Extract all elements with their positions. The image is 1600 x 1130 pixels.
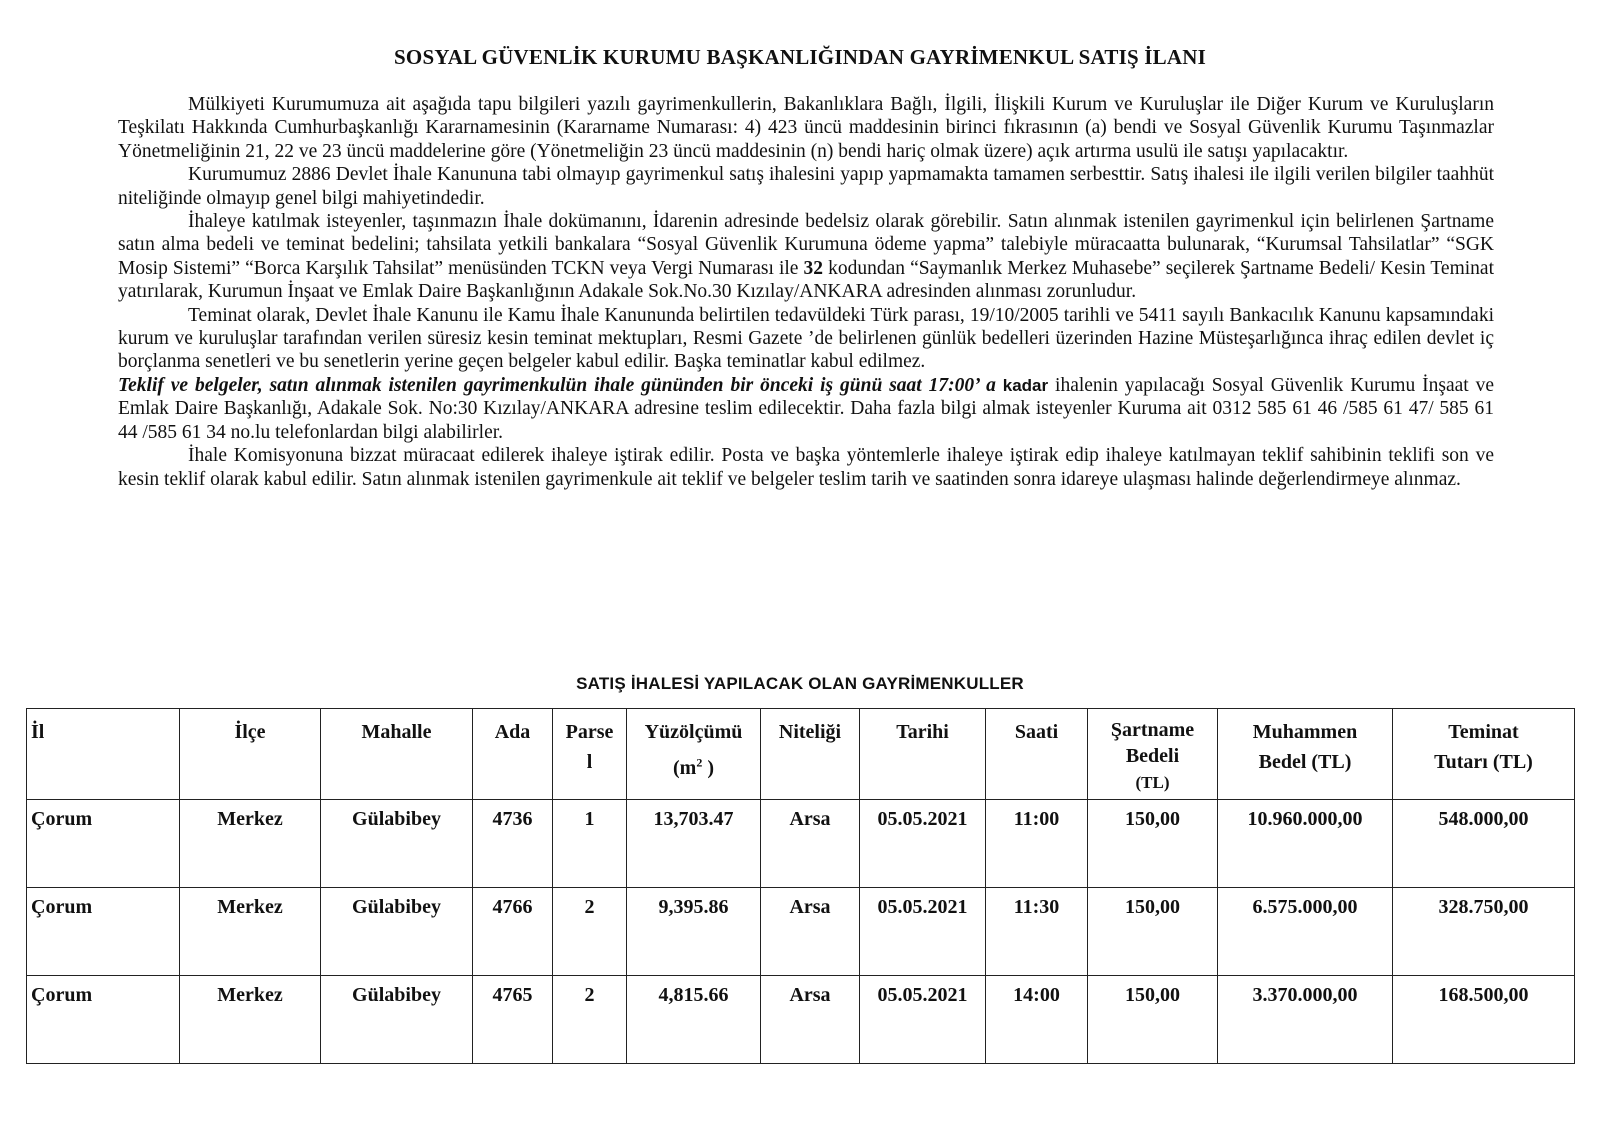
table-row <box>27 888 1575 976</box>
document-title: SOSYAL GÜVENLİK KURUMU BAŞKANLIĞINDAN GAYRİMENKUL SATIŞ İLANI <box>394 45 1206 69</box>
participation-text-a: İhaleye katılmak isteyenler, taşınmazın İhale dokümanını, İdarenin adresinde bedelsiz olarak görebilir. Satın alınmak istenilen gayrimenkul için belirlenen Şartname satın alma bedeli ve teminat bedelini; tahsilata yetkili bankalara “Sosyal Güvenlik Kurumuna ödeme yapma” talebiyle müracaatta bulunarak, “Kurumsal Tahsilatlar” “SGK Mosip Sistemi” “Borca Karşılık Tahsilat” menüsünden TCKN veya Vergi Numarası ile <box>118 211 1494 279</box>
header-sartname-line2: Bedeli <box>1125 745 1180 767</box>
header-teminat <box>1393 709 1575 800</box>
header-sartname <box>1088 709 1218 800</box>
paragraph-ownership: Mülkiyeti Kurumumuza ait aşağıda tapu bilgileri yazılı gayrimenkullerin, Bakanlıklara Bağlı, İlgili, İlişkili Kurum ve Kuruluşlar ile Diğer Kurum ve Kuruluşların Teşkilatı Hakkında Cumhurbaşkanlığı Kararnamesinin (Kararname Numarası: 4) 423 üncü maddesinin birinci fıkrasının (a) bendi ve Sosyal Güvenlik Kurumu Taşınmazlar Yönetmeliğinin 21, 22 ve 23 üncü maddelerine göre (Yönetmeliğin 23 üncü maddesinin (n) bendi hariç olmak üzere) açık artırma usulü ile satışı yapılacaktır. <box>118 94 1494 162</box>
cell-il: Çorum <box>27 976 180 1064</box>
cell-teminat: 328.750,00 <box>1393 888 1575 976</box>
participation-code: 32 <box>803 257 824 279</box>
header-muhammen-line2: Bedel (TL) <box>1258 751 1352 773</box>
cell-teminat: 168.500,00 <box>1393 976 1575 1064</box>
cell-yuzolcumu: 4,815.66 <box>627 976 761 1064</box>
cell-muhammen: 6.575.000,00 <box>1218 888 1393 976</box>
paragraph-commission: İhale Komisyonuna bizzat müracaat edilerek ihaleye iştirak edilir. Posta ve başka yöntemlerle ihaleye iştirak edip ihaleye katılmayan teklif sahibinin teklifi son ve kesin teklif olarak kabul edilir. Satın alınmak istenilen gayrimenkule ait teklif ve belgeler teslim tarih ve saatinden sonra idareye ulaşması halinde değerlendirmeye alınmaz. <box>118 445 1494 490</box>
cell-niteligi: Arsa <box>761 976 860 1064</box>
cell-sartname: 150,00 <box>1088 976 1218 1064</box>
cell-il: Çorum <box>27 888 180 976</box>
cell-ilce: Merkez <box>180 976 321 1064</box>
header-teminat-line1: Teminat <box>1448 721 1519 743</box>
cell-tarihi: 05.05.2021 <box>860 976 986 1064</box>
cell-ilce: Merkez <box>180 888 321 976</box>
cell-yuzolcumu: 9,395.86 <box>627 888 761 976</box>
table-row <box>27 800 1575 888</box>
header-muhammen-line1: Muhammen <box>1252 721 1358 743</box>
cell-ada: 4766 <box>473 888 553 976</box>
cell-sartname: 150,00 <box>1088 888 1218 976</box>
submission-deadline-kadar: kadar <box>1002 375 1049 395</box>
header-yuzolcumu-unit-sup: 2 <box>696 755 703 769</box>
submission-deadline-emphasis: Teklif ve belgeler, satın alınmak istenilen gayrimenkulün ihale gününden bir önceki iş günü saat 17:00’ a <box>118 374 1003 396</box>
cell-ada: 4765 <box>473 976 553 1064</box>
header-parsel-line1: Parse <box>565 721 614 743</box>
cell-saati: 11:00 <box>986 800 1088 888</box>
property-table <box>26 708 1575 1064</box>
header-yuzolcumu-unit-m: (m <box>673 756 697 779</box>
header-sartname-line1: Şartname <box>1110 719 1195 741</box>
header-il: İl <box>27 709 180 800</box>
cell-mahalle: Gülabibey <box>321 800 473 888</box>
cell-ilce: Merkez <box>180 800 321 888</box>
cell-ada: 4736 <box>473 800 553 888</box>
table-row <box>27 976 1575 1064</box>
cell-saati: 14:00 <box>986 976 1088 1064</box>
header-muhammen <box>1218 709 1393 800</box>
cell-muhammen: 3.370.000,00 <box>1218 976 1393 1064</box>
paragraph-tender-freedom: Kurumumuz 2886 Devlet İhale Kanununa tabi olmayıp gayrimenkul satış ihalesini yapıp yapmamakta tamamen serbesttir. Satış ihalesi ile ilgili verilen bilgiler taahhüt niteliğinde olmayıp genel bilgi mahiyetindedir. <box>118 164 1494 209</box>
cell-teminat: 548.000,00 <box>1393 800 1575 888</box>
cell-mahalle: Gülabibey <box>321 976 473 1064</box>
table-heading: SATIŞ İHALESİ YAPILACAK OLAN GAYRİMENKULLER <box>576 674 1024 693</box>
table-header-row <box>27 709 1575 800</box>
header-tarihi: Tarihi <box>860 709 986 800</box>
cell-parsel: 1 <box>553 800 627 888</box>
cell-tarihi: 05.05.2021 <box>860 800 986 888</box>
header-ilce: İlçe <box>180 709 321 800</box>
cell-niteligi: Arsa <box>761 800 860 888</box>
header-yuzolcumu <box>627 709 761 800</box>
participation-text-c: kodundan “Saymanlık Merkez Muhasebe” seçilerek Şartname Bedeli/ Kesin Teminat yatırılarak, Kurumun İnşaat ve Emlak Daire Başkanlığının Adakale Sok.No.30 Kızılay/ANKARA adresinden alınması zorunludur. <box>118 257 1494 303</box>
header-yuzolcumu-line1: Yüzölçümü <box>644 721 743 743</box>
paragraph-guarantee: Teminat olarak, Devlet İhale Kanunu ile Kamu İhale Kanununda belirtilen tedavüldeki Türk parası, 19/10/2005 tarihli ve 5411 sayılı Bankacılık Kanunu kapsamındaki kurum ve kuruluşlar tarafından verilen süresiz kesin teminat mektupları, Resmi Gazete ’de belirlenen günlük bedelleri üzerinden Hazine Müsteşarlığınca ihraç edilen devlet iç borçlanma senetleri ve bu senetlerin yerine geçen belgeler kabul edilir. Başka teminatlar kabul edilmez. <box>118 304 1494 373</box>
header-sartname-line3: (TL) <box>1135 773 1170 792</box>
header-yuzolcumu-unit <box>673 757 714 779</box>
header-yuzolcumu-unit-close: ) <box>702 756 714 779</box>
cell-saati: 11:30 <box>986 888 1088 976</box>
cell-niteligi: Arsa <box>761 888 860 976</box>
announcement-body <box>118 93 1494 491</box>
header-teminat-line2: Tutarı (TL) <box>1434 751 1533 773</box>
cell-parsel: 2 <box>553 888 627 976</box>
paragraph-participation <box>118 210 1494 304</box>
header-niteligi: Niteliği <box>761 709 860 800</box>
cell-parsel: 2 <box>553 976 627 1064</box>
header-mahalle: Mahalle <box>321 709 473 800</box>
cell-tarihi: 05.05.2021 <box>860 888 986 976</box>
cell-il: Çorum <box>27 800 180 888</box>
header-parsel <box>553 709 627 800</box>
header-parsel-line2: l <box>586 751 593 773</box>
header-saati: Saati <box>986 709 1088 800</box>
cell-yuzolcumu: 13,703.47 <box>627 800 761 888</box>
cell-muhammen: 10.960.000,00 <box>1218 800 1393 888</box>
paragraph-submission <box>118 374 1494 444</box>
header-ada: Ada <box>473 709 553 800</box>
submission-text: ihalenin yapılacağı Sosyal Güvenlik Kurumu İnşaat ve Emlak Daire Başkanlığı, Adakale Sok. No:30 Kızılay/ANKARA adresine teslim edilecektir. Daha fazla bilgi almak isteyenler Kuruma ait 0312 585 61 46 /585 61 47/ 585 61 44 /585 61 34 no.lu telefonlardan bilgi alabilirler. <box>118 374 1494 443</box>
cell-sartname: 150,00 <box>1088 800 1218 888</box>
cell-mahalle: Gülabibey <box>321 888 473 976</box>
